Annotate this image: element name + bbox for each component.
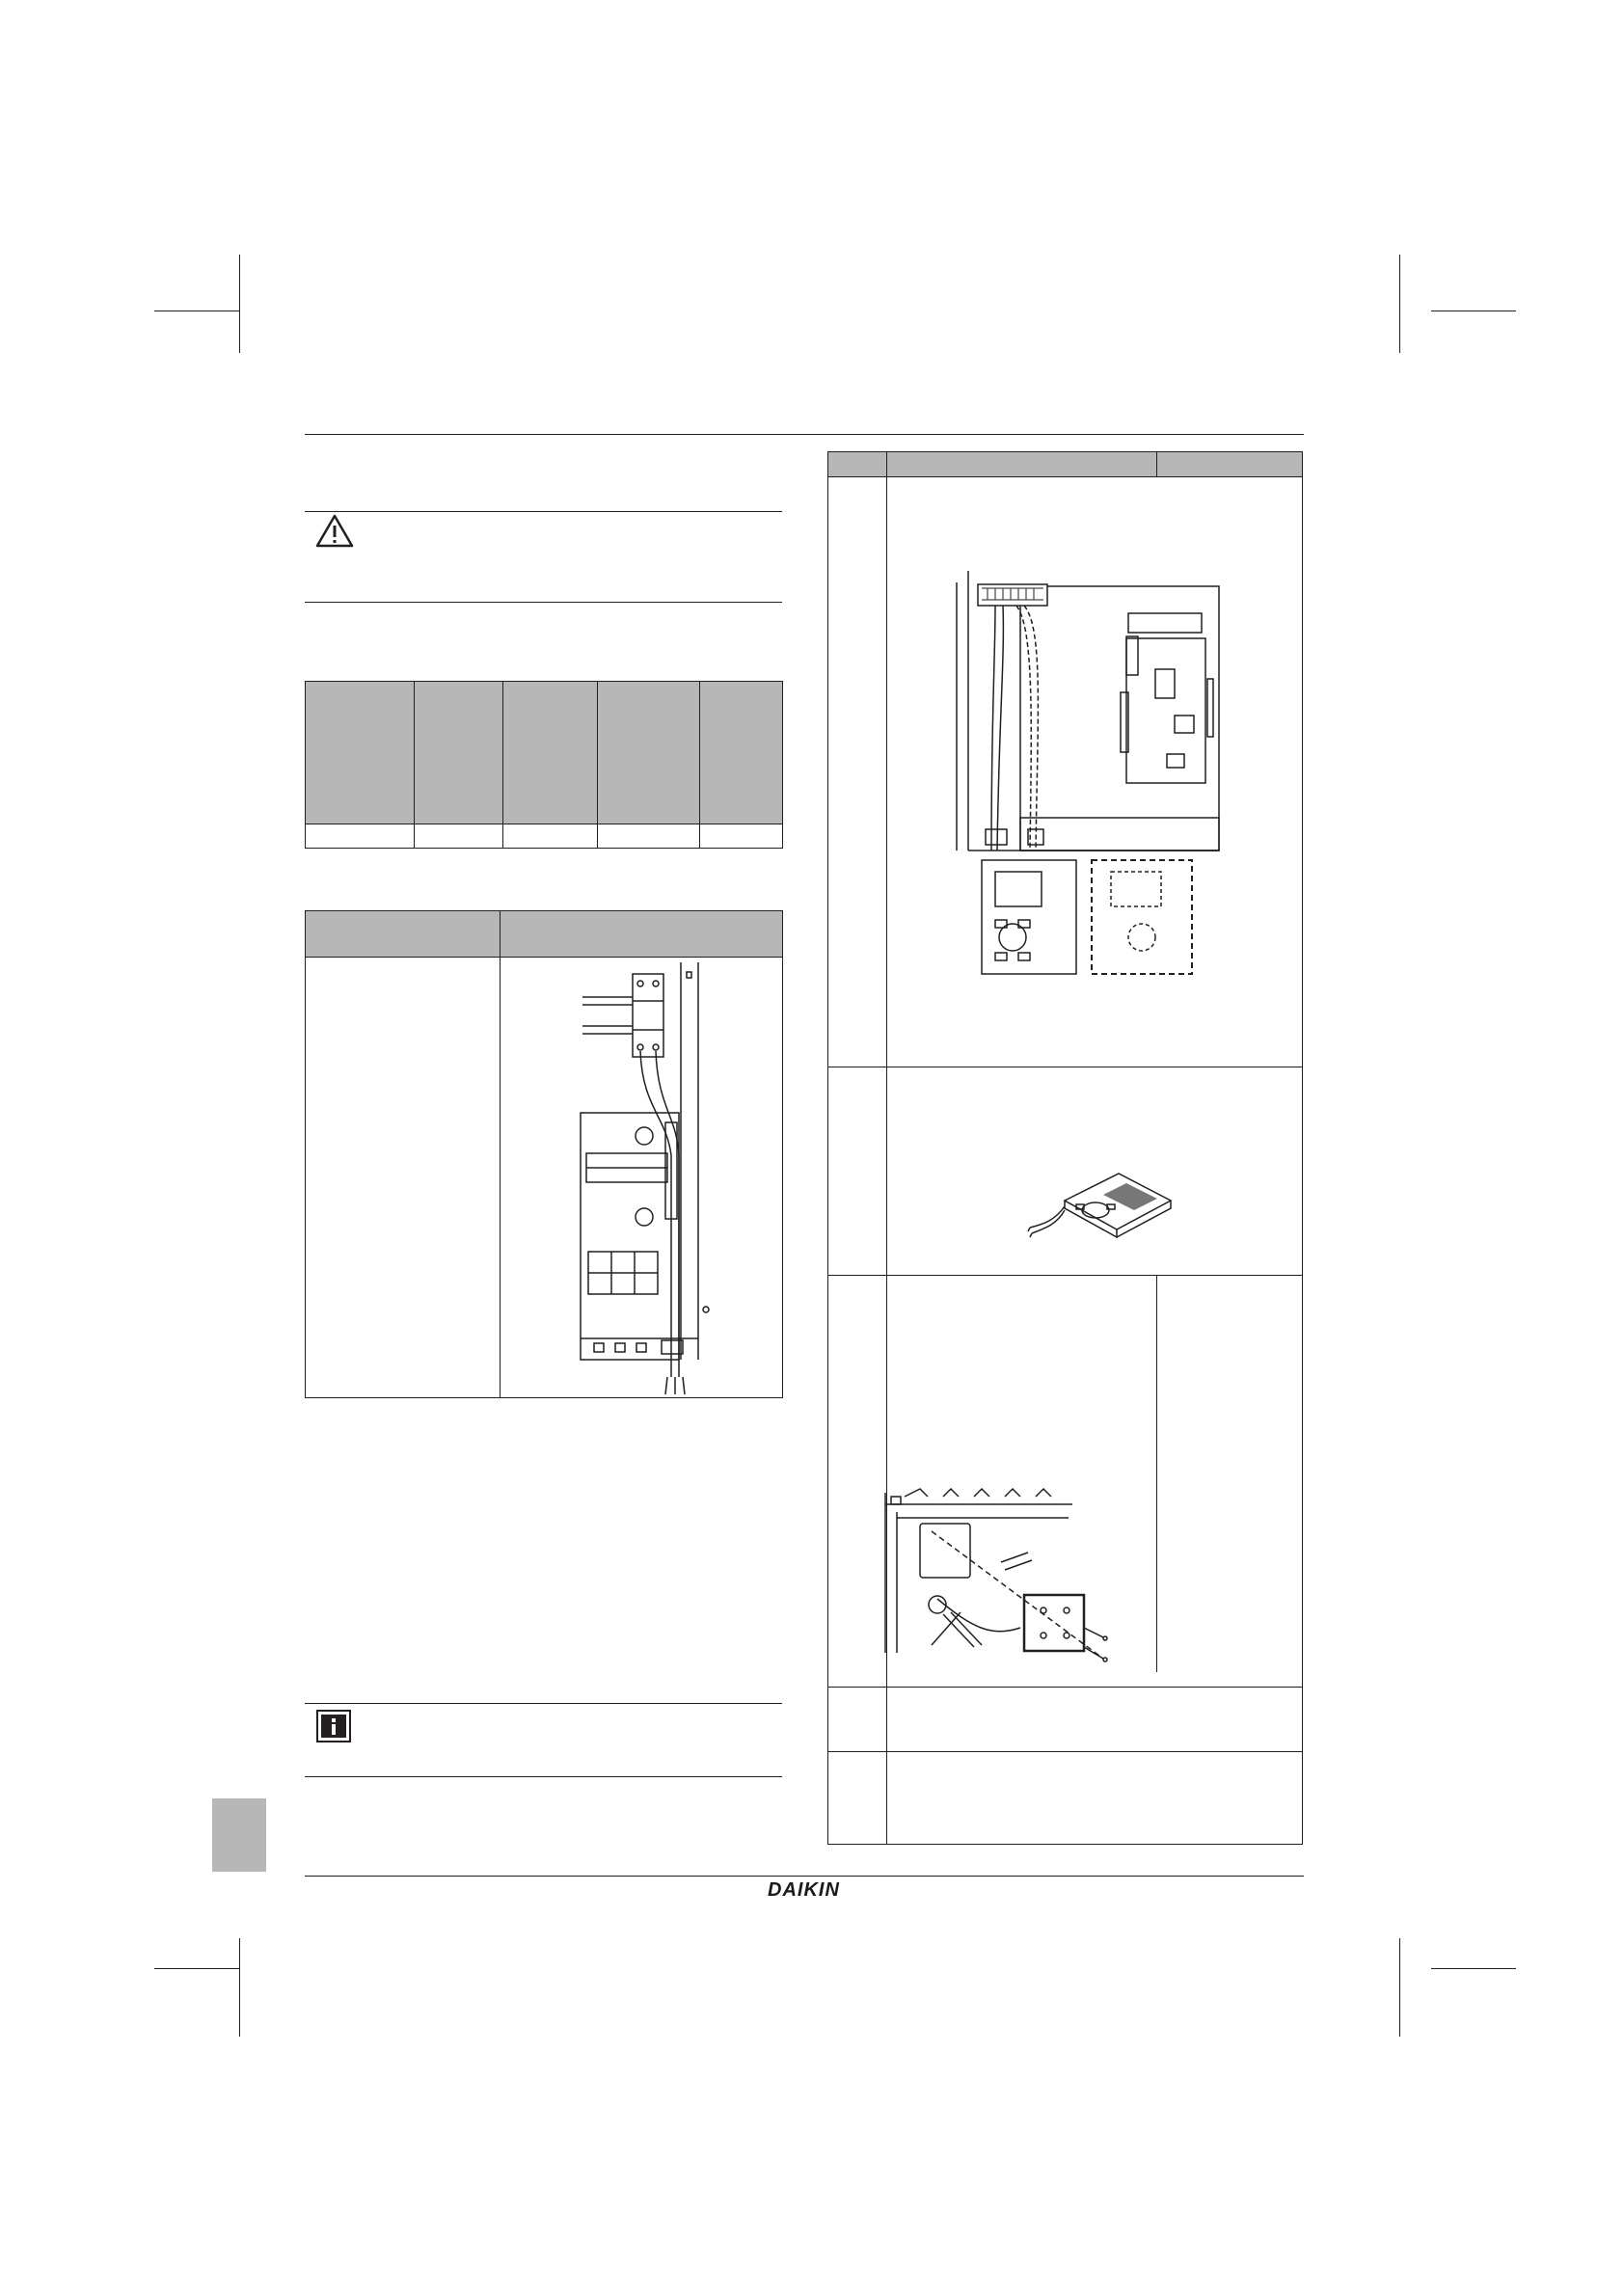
information-icon — [316, 1710, 351, 1742]
header-rule — [305, 434, 1304, 435]
remote-controller-illustration — [1026, 1172, 1173, 1268]
wall-mounting-illustration — [885, 1483, 1113, 1653]
chapter-side-tab — [212, 1798, 266, 1872]
control-box-user-interface-illustration — [957, 571, 1248, 986]
warning-triangle-icon — [315, 514, 354, 549]
footer-rule — [305, 1876, 1304, 1877]
daikin-logo: DAIKIN — [768, 1879, 840, 1901]
specification-table — [305, 681, 783, 849]
switch-box-wiring-illustration — [575, 962, 716, 1394]
